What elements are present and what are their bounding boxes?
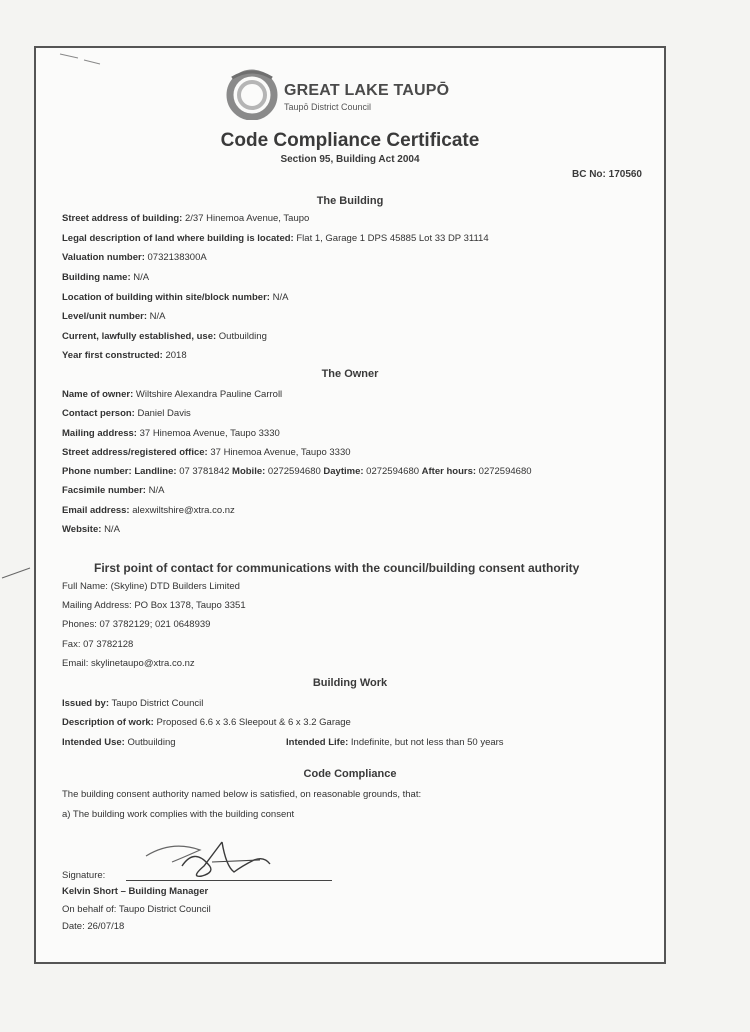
field-label: Facsimile number: xyxy=(62,485,146,496)
work-issued xyxy=(62,698,203,709)
field-label: Level/unit number: xyxy=(62,311,147,322)
field-value: 37 Hinemoa Avenue, Taupo 3330 xyxy=(139,428,280,439)
field-label: Name of owner: xyxy=(62,389,134,400)
field-value: Proposed 6.6 x 3.6 Sleepout & 6 x 3.2 Garage xyxy=(156,717,351,728)
work-use xyxy=(62,737,176,748)
building-field xyxy=(62,272,149,283)
owner-heading: The Owner xyxy=(321,368,379,380)
signatory-behalf: On behalf of: Taupo District Council xyxy=(62,904,211,915)
work-life xyxy=(286,737,504,748)
field-value: Outbuilding xyxy=(218,331,267,342)
building-field xyxy=(62,311,165,322)
signature-date: Date: 26/07/18 xyxy=(62,921,125,932)
owner-field xyxy=(62,408,191,419)
field-value: 0272594680 xyxy=(478,466,532,477)
signature-line xyxy=(126,880,332,881)
contact-heading: First point of contact for communications with the council/building consent authority xyxy=(94,561,580,575)
owner-field xyxy=(62,524,120,535)
field-label: Street address/registered office: xyxy=(62,447,208,458)
owner-field xyxy=(62,447,351,458)
signatory-name: Kelvin Short – Building Manager xyxy=(62,886,209,897)
building-field xyxy=(62,331,267,342)
building-field xyxy=(62,292,288,303)
field-label: Email address: xyxy=(62,505,130,516)
building-field xyxy=(62,213,309,224)
field-value: Flat 1, Garage 1 DPS 45885 Lot 33 DP 31114 xyxy=(296,233,489,244)
field-label: Intended Use: xyxy=(62,737,125,748)
bc-number: BC No: 170560 xyxy=(571,169,642,180)
field-label: Contact person: xyxy=(62,408,135,419)
scan-mark xyxy=(0,560,34,590)
field-label: Location of building within site/block number: xyxy=(62,292,270,303)
field-value: N/A xyxy=(104,524,120,535)
owner-field xyxy=(62,389,282,400)
field-label: Landline: xyxy=(134,466,177,477)
field-label: Phone number: xyxy=(62,466,132,477)
building-field xyxy=(62,350,187,361)
field-label: Legal description of land where building is located: xyxy=(62,233,294,244)
work-heading: Building Work xyxy=(312,677,388,689)
contact-line: Mailing Address: PO Box 1378, Taupo 3351 xyxy=(62,600,246,611)
field-value: N/A xyxy=(272,292,289,303)
owner-field xyxy=(62,428,280,439)
building-field xyxy=(62,233,489,244)
work-description xyxy=(62,717,351,728)
field-value: 37 Hinemoa Avenue, Taupo 3330 xyxy=(210,447,351,458)
owner-field xyxy=(62,505,235,516)
certificate-title: Code Compliance Certificate xyxy=(220,130,480,151)
contact-line: Phones: 07 3782129; 021 0648939 xyxy=(62,619,211,630)
field-label: Valuation number: xyxy=(62,252,145,263)
field-value: N/A xyxy=(148,485,165,496)
compliance-item: a) The building work complies with the building consent xyxy=(62,809,295,820)
field-value: Indefinite, but not less than 50 years xyxy=(350,737,504,748)
field-value: N/A xyxy=(149,311,166,322)
building-field xyxy=(62,252,207,263)
field-value: 0732138300A xyxy=(147,252,207,263)
building-heading: The Building xyxy=(316,195,384,207)
contact-line: Fax: 07 3782128 xyxy=(62,639,134,650)
field-value: Wiltshire Alexandra Pauline Carroll xyxy=(135,389,283,400)
field-label: Website: xyxy=(62,524,102,535)
field-value: alexwiltshire@xtra.co.nz xyxy=(132,505,235,516)
scan-mark xyxy=(58,50,108,70)
contact-line: Full Name: (Skyline) DTD Builders Limited xyxy=(62,581,240,592)
owner-phone xyxy=(62,466,532,477)
field-label: Building name: xyxy=(62,272,131,283)
compliance-statement: The building consent authority named below is satisfied, on reasonable grounds, that: xyxy=(62,789,422,800)
handwritten-signature xyxy=(142,836,274,880)
field-label: Mailing address: xyxy=(62,428,137,439)
owner-field xyxy=(62,485,164,496)
field-label: Description of work: xyxy=(62,717,154,728)
field-label: Current, lawfully established, use: xyxy=(62,331,217,342)
certificate-subtitle: Section 95, Building Act 2004 xyxy=(280,154,420,165)
field-label: Year first constructed: xyxy=(62,350,163,361)
logo-name: GREAT LAKE TAUPŌ xyxy=(284,82,450,99)
field-label: Issued by: xyxy=(62,698,109,709)
field-label: After hours: xyxy=(421,466,477,477)
field-value: 0272594680 xyxy=(267,466,321,477)
logo-subtitle: Taupō District Council xyxy=(284,102,372,112)
signature-label: Signature: xyxy=(62,870,106,881)
field-label: Intended Life: xyxy=(286,737,349,748)
field-value: Daniel Davis xyxy=(137,408,191,419)
certificate-sheet xyxy=(34,46,666,964)
compliance-heading: Code Compliance xyxy=(303,768,397,780)
lake-swirl-icon xyxy=(226,68,278,120)
field-value: 07 3781842 xyxy=(179,466,230,477)
field-value: 2018 xyxy=(165,350,187,361)
field-label: Daytime: xyxy=(323,466,364,477)
council-logo xyxy=(226,68,486,124)
field-label: Street address of building: xyxy=(62,213,183,224)
field-label: Mobile: xyxy=(232,466,266,477)
field-value: Taupo District Council xyxy=(111,698,204,709)
field-value: Outbuilding xyxy=(127,737,176,748)
field-value: 2/37 Hinemoa Avenue, Taupo xyxy=(185,213,310,224)
contact-email-line: Email: skylinetaupo@xtra.co.nz xyxy=(62,658,195,669)
field-value: 0272594680 xyxy=(366,466,420,477)
field-value: N/A xyxy=(133,272,150,283)
